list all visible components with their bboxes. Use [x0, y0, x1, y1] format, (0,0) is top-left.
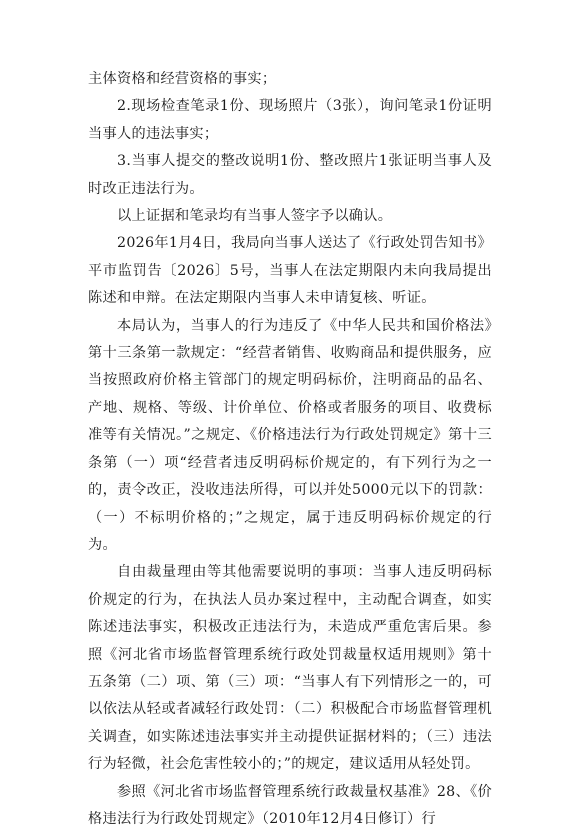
paragraph-7: 自由裁量理由等其他需要说明的事项：当事人违反明码标价规定的行为，在执法人员办案过程中，主动配合调查，如实陈述违法事实，积极改正违法行为，未造成严重危害后果。参照《河北省市场监督管理系统行政处罚裁量权适用规则》第十五条第（二）项、第（三）项：“当事人有下列情形之一的，可以依法从轻或者减轻行政处罚：（二）积极配合市场监督管理机关调查，如实陈述违法事实并主动提供证据材料的；（三）违法行为轻微，社会危害性较小的；”的规定，建议适用从轻处罚。 — [88, 564, 492, 773]
paragraph-4: 以上证据和笔录均有当事人签字予以确认。 — [117, 208, 393, 225]
paragraph-3: 3.当事人提交的整改说明1份、整改照片1张证明当事人及时改正违法行为。 — [88, 153, 492, 197]
paragraph-1: 主体资格和经营资格的事实； — [88, 71, 277, 87]
paragraph-8: 参照《河北省市场监督管理系统行政裁量权基准》28、《价格违法行为行政处罚规定》（2010年12月4日修订）行 — [88, 783, 492, 827]
document-body — [88, 66, 492, 833]
paragraph-5: 2026年1月4日，我局向当事人送达了《行政处罚告知书》平市监罚告〔2026〕5号，当事人在法定期限内未向我局提出陈述和申辩。在法定期限内当事人未申请复核、听证。 — [88, 235, 492, 307]
paragraph-2: 2.现场检查笔录1份、现场照片（3张），询问笔录1份证明当事人的违法事实； — [88, 98, 492, 142]
paragraph-6: 本局认为，当事人的行为违反了《中华人民共和国价格法》第十三条第一款规定：“经营者销售、收购商品和提供服务，应当按照政府价格主管部门的规定明码标价，注明商品的品名、产地、规格、等级、计价单位、价格或者服务的项目、收费标准等有关情况。”之规定、《价格违法行为行政处罚规定》第十三条第（一）项“经营者违反明码标价规定的，有下列行为之一的，责令改正，没收违法所得，可以并处5000元以下的罚款：（一）不标明价格的；”之规定，属于违反明码标价规定的行为。 — [88, 317, 492, 553]
